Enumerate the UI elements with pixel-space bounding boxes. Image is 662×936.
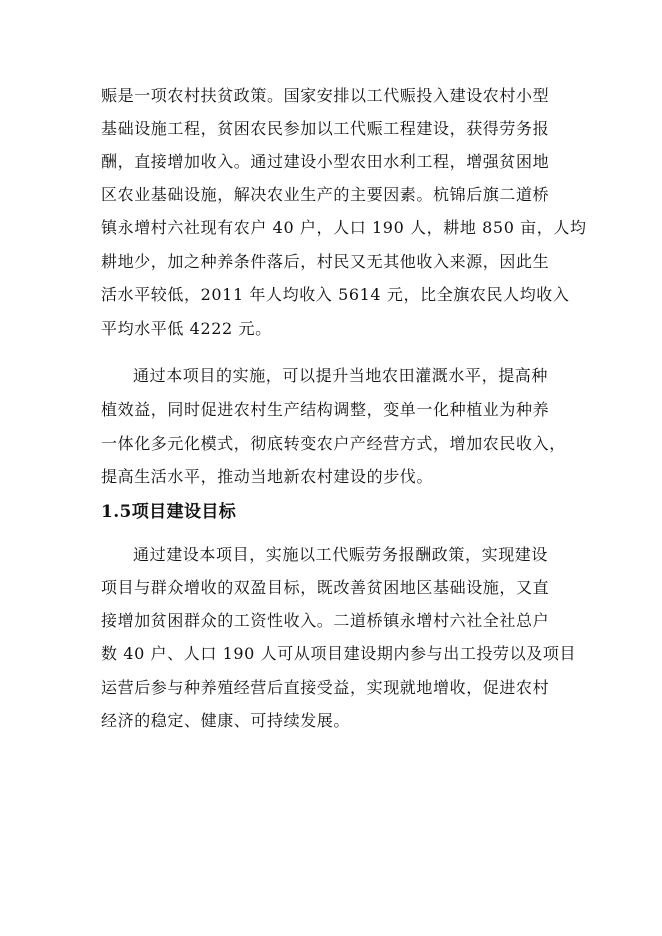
paragraph1-line-1: 赈是一项农村扶贫政策。国家安排以工代赈投入建设农村小型 [101,86,550,105]
paragraph1-line-6: 耕地少，加之种养条件落后，村民又无其他收入来源，因此生 [101,252,550,271]
paragraph3-line-4: 数 40 户、人口 190 人可从项目建设期内参与出工投劳以及项目 [101,644,577,663]
paragraph1-line-3: 酬，直接增加收入。通过建设小型农田水利工程，增强贫困地 [101,152,550,171]
paragraph2-line-3: 一体化多元化模式，彻底转变农户产经营方式，增加农民收入， [101,434,566,453]
paragraph1-line-4: 区农业基础设施，解决农业生产的主要因素。杭锦后旗二道桥 [101,185,550,204]
paragraph3-line-2: 项目与群众增收的双盈目标，既改善贫困地区基础设施，又直 [101,578,550,597]
paragraph1-line-2: 基础设施工程，贫困农民参加以工代赈工程建设，获得劳务报 [101,119,550,138]
paragraph3-line-5: 运营后参与种养殖经营后直接受益，实现就地增收，促进农村 [101,678,550,697]
paragraph1-line-7: 活水平较低，2011 年人均收入 5614 元，比全旗农民人均收入 [101,285,570,304]
paragraph2-line-1: 通过本项目的实施，可以提升当地农田灌溉水平，提高种 [133,366,549,385]
paragraph1-line-5: 镇永增村六社现有农户 40 户，人口 190 人，耕地 850 亩，人均 [101,218,587,237]
paragraph3-line-6: 经济的稳定、健康、可持续发展。 [101,711,351,730]
paragraph2-line-2: 植效益，同时促进农村生产结构调整，变单一化种植业为种养 [101,400,550,419]
section-heading: 1.5项目建设目标 [101,502,237,522]
paragraph2-line-4: 提高生活水平，推动当地新农村建设的步伐。 [101,467,434,486]
paragraph3-line-3: 接增加贫困群众的工资性收入。二道桥镇永增村六社全社总户 [101,611,550,630]
paragraph1-line-8: 平均水平低 4222 元。 [101,319,272,338]
paragraph3-line-1: 通过建设本项目，实施以工代赈劳务报酬政策，实现建设 [133,545,549,564]
